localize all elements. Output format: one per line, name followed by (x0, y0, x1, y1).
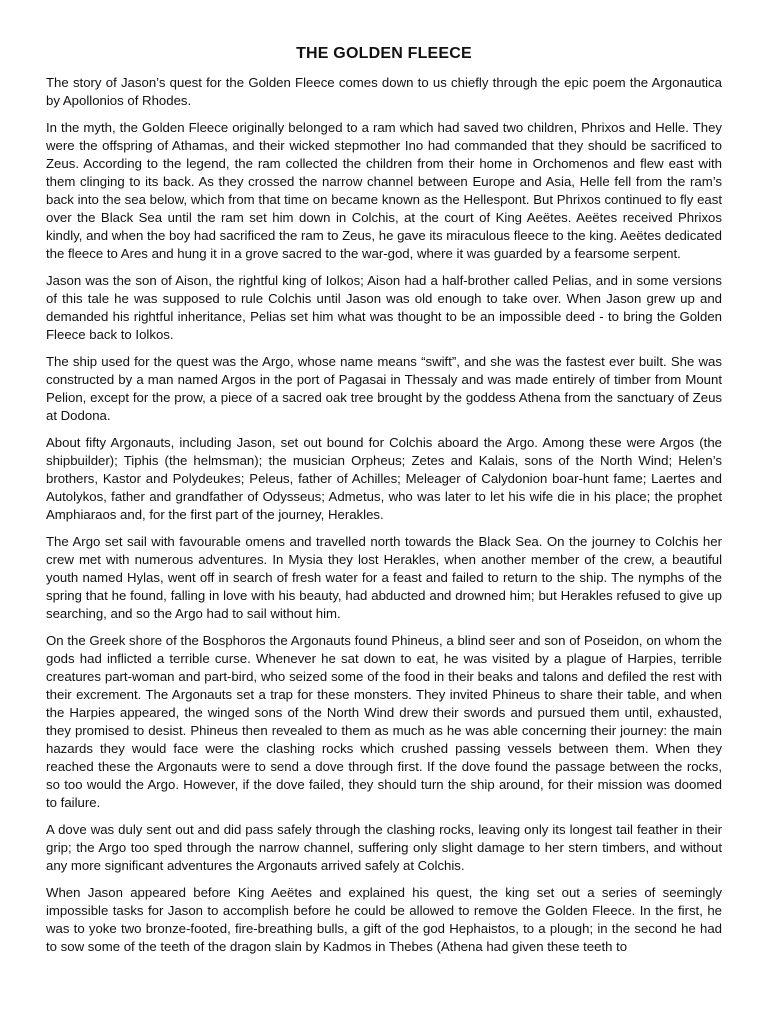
paragraph-voyage: The Argo set sail with favourable omens and travelled north towards the Black Sea. On the journey to Colchis her crew met with numerous adventures. In Mysia they lost Herakles, when another member of the crew, a beautiful youth named Hylas, went off in search of fresh water for a feast and failed to return to the ship. The nymphs of the spring that he found, falling in love with his beauty, had abducted and drowned him; but Herakles refused to give up searching, and so the Argo had to sail without him. (46, 534, 722, 621)
paragraph-phineus: On the Greek shore of the Bosphoros the Argonauts found Phineus, a blind seer and son of Poseidon, on whom the gods had inflicted a terrible curse. Whenever he sat down to eat, he was visited by a plague of Harpies, terrible creatures part-woman and part-bird, who seized some of the food in their beaks and talons and defiled the rest with their excrement. The Argonauts set a trap for these monsters. They invited Phineus to share their table, and when the Harpies appeared, the winged sons of the North Wind drew their swords and pursued them until, exhausted, they promised to desist. Phineus then revealed to them as much as he was able concerning their journey: the main hazards they would face were the clashing rocks which crushed passing vessels between them. When they reached these the Argonauts were to send a dove through first. If the dove found the passage between the rocks, so too would the Argo. However, if the dove failed, they should turn the ship around, for their mission was doomed to failure. (46, 633, 722, 810)
paragraph-intro: The story of Jason’s quest for the Golden Fleece comes down to us chiefly through the epic poem the Argonautica by Apollonios of Rhodes. (46, 75, 722, 108)
paragraph-myth: In the myth, the Golden Fleece originally belonged to a ram which had saved two children, Phrixos and Helle. They were the offspring of Athamas, and their wicked stepmother Ino had commanded that they should be sacrificed to Zeus. According to the legend, the ram collected the children from their home in Orchomenos and flew east with them clinging to its back. As they crossed the narrow channel between Europe and Asia, Helle fell from the ram’s back into the sea below, which from that time on became known as the Hellespont. But Phrixos continued to fly east over the Black Sea until the ram set him down in Colchis, at the court of King Aeëtes. Aeëtes received Phrixos kindly, and when the boy had sacrificed the ram to Zeus, he gave its miraculous fleece to the king. Aeëtes dedicated the fleece to Ares and hung it in a grove sacred to the war-god, where it was guarded by a fearsome serpent. (46, 120, 722, 261)
paragraph-dove: A dove was duly sent out and did pass safely through the clashing rocks, leaving only its longest tail feather in their grip; the Argo too sped through the narrow channel, suffering only slight damage to her stern timbers, and without any more significant adventures the Argonauts arrived safely at Colchis. (46, 822, 722, 873)
paragraph-argonauts: About fifty Argonauts, including Jason, set out bound for Colchis aboard the Argo. Among these were Argos (the shipbuilder); Tiphis (the helmsman); the musician Orpheus; Zetes and Kalais, sons of the North Wind; Helen’s brothers, Kastor and Polydeukes; Peleus, father of Achilles; Meleager of Calydonion boar-hunt fame; Laertes and Autolykos, father and grandfather of Odysseus; Admetus, who was later to let his wife die in his place; the prophet Amphiaraos and, for the first part of the journey, Herakles. (46, 435, 722, 522)
paragraph-jason: Jason was the son of Aison, the rightful king of Iolkos; Aison had a half-brother called Pelias, and in some versions of this tale he was supposed to rule Colchis until Jason was old enough to take over. When Jason grew up and demanded his rightful inheritance, Pelias set him what was thought to be an impossible deed - to bring the Golden Fleece back to Iolkos. (46, 273, 722, 342)
paragraph-aeetes-tasks: When Jason appeared before King Aeëtes and explained his quest, the king set out a series of seemingly impossible tasks for Jason to accomplish before he could be allowed to remove the Golden Fleece. In the first, he was to yoke two bronze-footed, fire-breathing bulls, a gift of the god Hephaistos, to a plough; in the second he had to sow some of the teeth of the dragon slain by Kadmos in Thebes (Athena had given these teeth to (46, 885, 722, 954)
document-page (46, 44, 722, 965)
paragraph-argo-ship: The ship used for the quest was the Argo, whose name means “swift”, and she was the fastest ever built. She was constructed by a man named Argos in the port of Pagasai in Thessaly and was made entirely of timber from Mount Pelion, except for the prow, a piece of a sacred oak tree brought by the goddess Athena from the sanctuary of Zeus at Dodona. (46, 354, 722, 423)
document-title: THE GOLDEN FLEECE (296, 45, 472, 62)
